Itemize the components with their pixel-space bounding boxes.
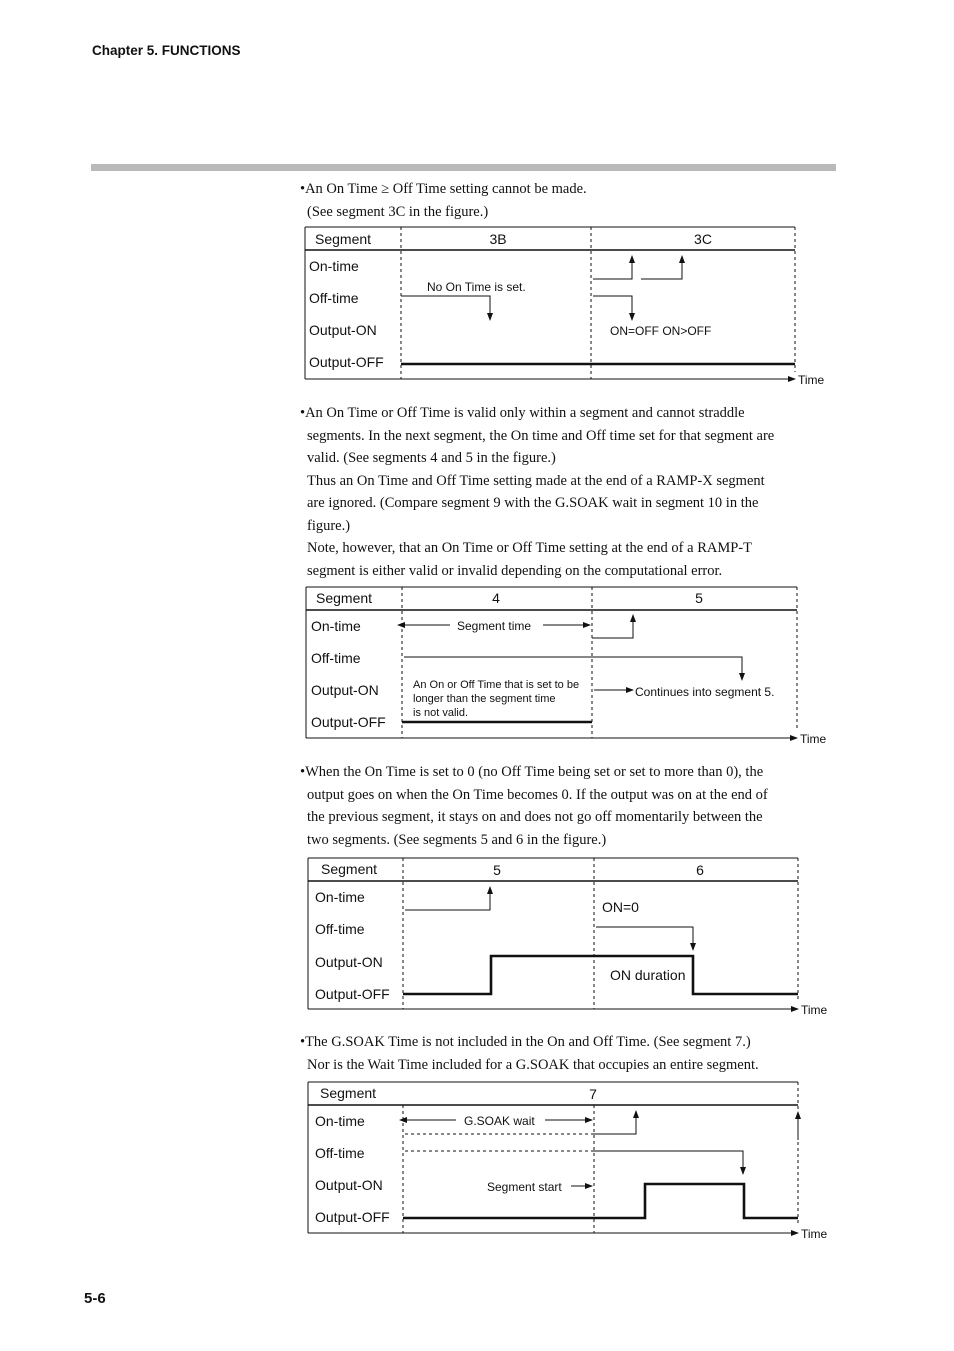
diagram-segment-7	[308, 1082, 828, 1241]
segment-label: 5	[695, 590, 703, 606]
row-label-on-time: On-time	[311, 618, 361, 634]
note-invalid-line: longer than the segment time	[413, 693, 556, 705]
text-line: segments. In the next segment, the On time and Off time set for that segment are	[307, 427, 775, 444]
row-label-off-time: Off-time	[311, 650, 361, 666]
diagram-segment-3	[305, 227, 825, 387]
note-segment-start: Segment start	[487, 1180, 562, 1194]
row-label-output-off: Output-OFF	[315, 986, 390, 1002]
segment-label: 6	[696, 862, 704, 878]
note-continues: Continues into segment 5.	[635, 685, 775, 699]
row-label-output-on: Output-ON	[315, 1177, 383, 1193]
off-time-trace	[596, 927, 693, 950]
row-label-output-on: Output-ON	[311, 682, 379, 698]
on-time-trace	[592, 615, 633, 638]
page-number: 5-6	[84, 1290, 106, 1307]
row-label-output-on: Output-ON	[315, 954, 383, 970]
text-line: •The G.SOAK Time is not included in the On and Off Time. (See segment 7.)	[300, 1034, 751, 1050]
on-time-trace	[593, 256, 632, 279]
row-label-output-off: Output-OFF	[309, 354, 384, 370]
off-time-trace	[401, 296, 490, 320]
note-on-duration: ON duration	[610, 967, 686, 983]
note-compare: ON=OFF ON>OFF	[610, 324, 712, 338]
row-label-off-time: Off-time	[315, 1145, 365, 1161]
text-line: output goes on when the On Time becomes 0. If the output was on at the end of	[307, 786, 768, 803]
off-time-trace	[594, 1151, 743, 1174]
text-line: •An On Time or Off Time is valid only within a segment and cannot straddle	[300, 405, 745, 421]
time-label: Time	[801, 1227, 828, 1241]
output-trace	[403, 1184, 798, 1218]
text-line: Thus an On Time and Off Time setting made at the end of a RAMP-X segment	[307, 472, 765, 489]
on-time-trace	[405, 887, 490, 910]
text-line: the previous segment, it stays on and does not go off momentarily between the	[307, 809, 763, 825]
row-label-segment: Segment	[315, 231, 372, 247]
off-time-trace	[593, 296, 632, 320]
time-label: Time	[800, 732, 827, 746]
row-label-segment: Segment	[320, 1085, 377, 1101]
segment-label: 3C	[694, 231, 712, 247]
text-line: Note, however, that an On Time or Off Time setting at the end of a RAMP-T	[307, 540, 752, 556]
note-invalid-line: An On or Off Time that is set to be	[413, 679, 580, 691]
time-label: Time	[798, 373, 825, 387]
row-label-output-off: Output-OFF	[315, 1209, 390, 1225]
row-label-output-on: Output-ON	[309, 322, 377, 338]
row-label-off-time: Off-time	[309, 290, 359, 306]
text-line: two segments. (See segments 5 and 6 in the figure.)	[307, 831, 607, 848]
diagram-segment-5-6	[308, 858, 828, 1017]
row-label-segment: Segment	[316, 590, 373, 606]
text-line: (See segment 3C in the figure.)	[307, 203, 489, 220]
on-time-trace	[594, 1111, 636, 1134]
row-label-off-time: Off-time	[315, 921, 365, 937]
text-line: segment is either valid or invalid depending on the computational error.	[307, 562, 723, 579]
note-invalid-line: is not valid.	[413, 707, 469, 719]
output-trace	[403, 956, 798, 994]
chapter-header: Chapter 5. FUNCTIONS	[92, 43, 241, 58]
row-label-output-off: Output-OFF	[311, 714, 386, 730]
note-on-zero: ON=0	[602, 899, 639, 915]
on-time-trace	[641, 256, 682, 279]
note-no-on-time: No On Time is set.	[427, 280, 526, 294]
text-line: •An On Time ≥ Off Time setting cannot be made.	[300, 181, 587, 197]
segment-label: 3B	[489, 231, 507, 247]
segment-label: 5	[493, 862, 501, 878]
note-gsoak-wait: G.SOAK wait	[464, 1114, 535, 1128]
text-line: are ignored. (Compare segment 9 with the G.SOAK wait in segment 10 in the	[307, 495, 759, 511]
row-label-segment: Segment	[321, 861, 378, 877]
text-line: Nor is the Wait Time included for a G.SOAK that occupies an entire segment.	[307, 1056, 759, 1073]
time-label: Time	[801, 1003, 828, 1017]
row-label-on-time: On-time	[315, 889, 365, 905]
text-line: •When the On Time is set to 0 (no Off Time being set or set to more than 0), the	[300, 764, 764, 780]
off-time-trace	[404, 657, 742, 680]
segment-label: 7	[589, 1086, 597, 1102]
text-line: valid. (See segments 4 and 5 in the figure.)	[307, 450, 556, 466]
note-segment-time: Segment time	[457, 619, 532, 633]
row-label-on-time: On-time	[309, 258, 359, 274]
segment-label: 4	[492, 590, 500, 606]
text-line: figure.)	[307, 517, 351, 534]
row-label-on-time: On-time	[315, 1113, 365, 1129]
diagram-segment-4-5	[306, 587, 827, 746]
